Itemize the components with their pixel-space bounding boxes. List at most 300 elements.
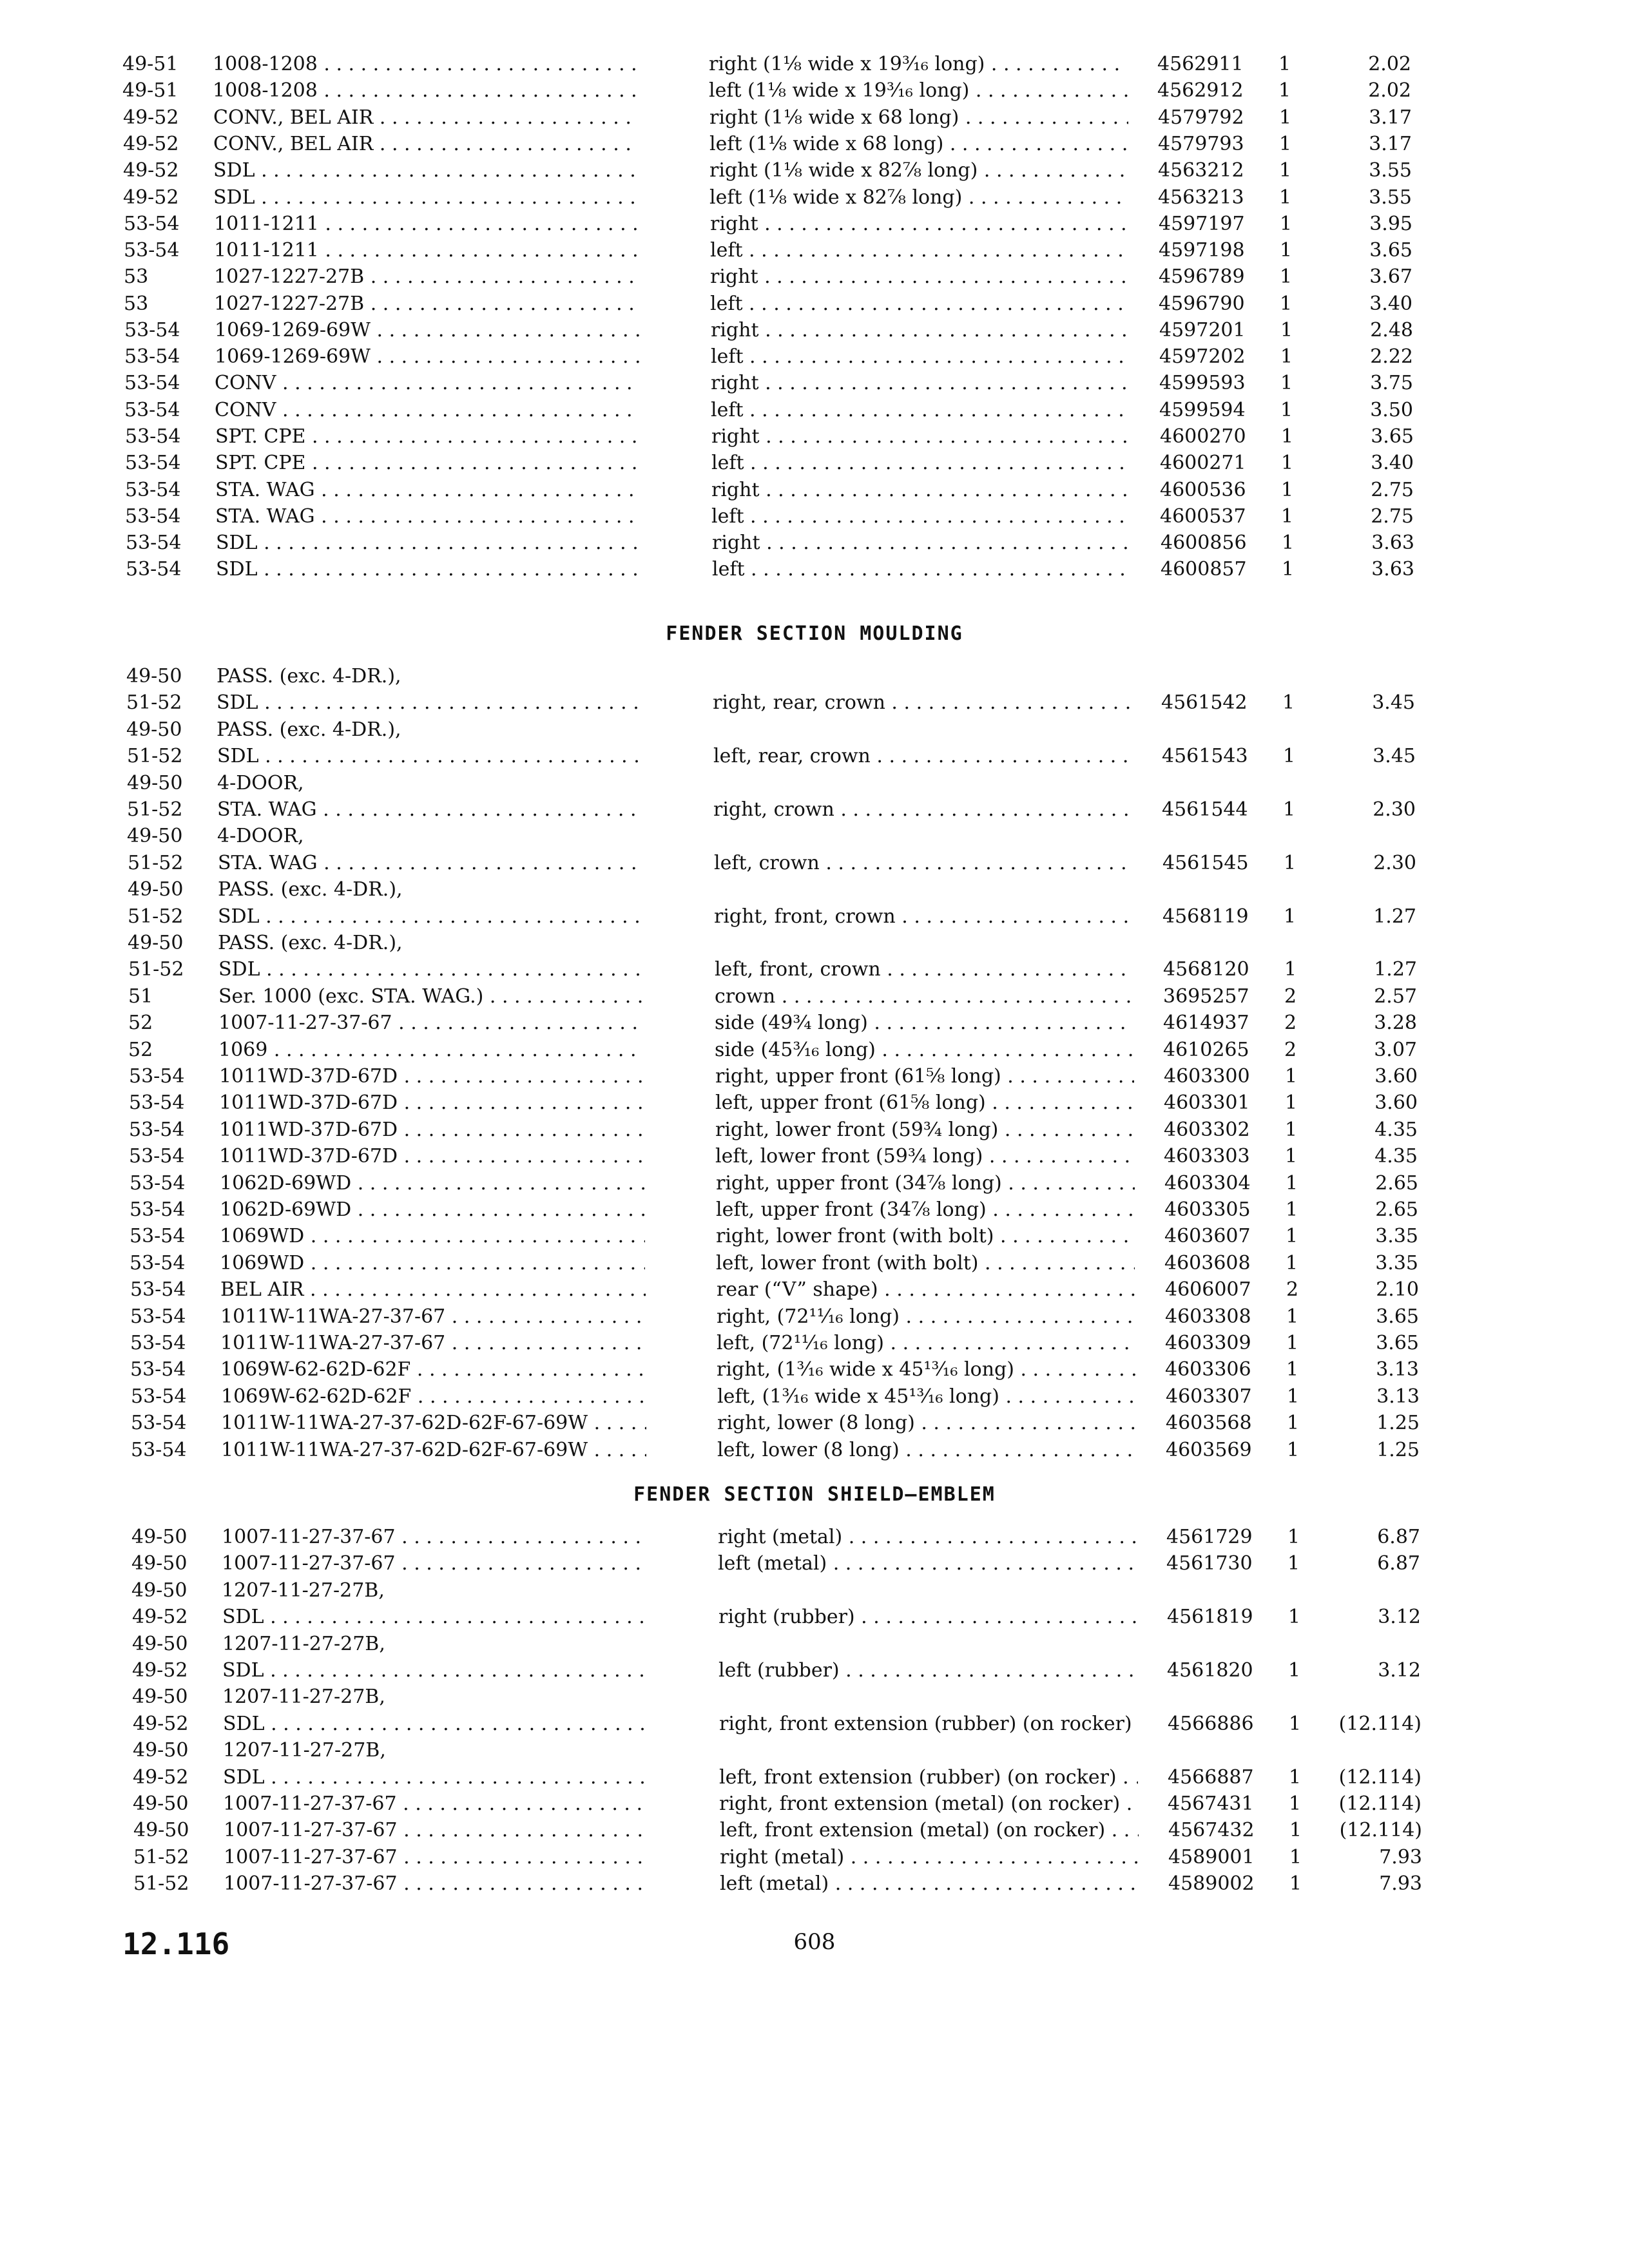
list-price: 6.87 (1377, 1526, 1420, 1548)
part-description: left . . . (711, 398, 1130, 423)
model-series: SDL . . . (223, 1711, 648, 1737)
quantity: 1 (1280, 239, 1293, 262)
list-price: 6.87 (1377, 1552, 1420, 1575)
list-price: 1.27 (1373, 905, 1416, 928)
list-price: 7.93 (1379, 1872, 1422, 1895)
part-description: right . . . (711, 477, 1130, 503)
part-number: 4589001 (1168, 1846, 1255, 1869)
model-year: 49-50 (127, 772, 183, 794)
parts-row (0, 1117, 1629, 1143)
model-year: 51-52 (133, 1872, 189, 1895)
model-series: 1011-1211 . . . (214, 211, 639, 237)
model-series: 1027-1227-27B . . . (214, 264, 639, 290)
list-price: 3.40 (1371, 452, 1414, 474)
parts-row (0, 957, 1629, 983)
quantity: 1 (1286, 1252, 1298, 1274)
model-year: 51-52 (128, 958, 184, 981)
part-description: right (metal) . . . (718, 1524, 1137, 1550)
quantity: 1 (1283, 745, 1296, 767)
parts-row (0, 264, 1629, 290)
list-price: 4.35 (1374, 1145, 1418, 1168)
parts-row (0, 1871, 1629, 1897)
quantity: 1 (1279, 106, 1292, 129)
list-price: 3.35 (1375, 1225, 1418, 1247)
model-year: 53-54 (125, 425, 181, 448)
model-series: 1007-11-27-37-67 . . . (224, 1818, 649, 1843)
list-price: 3.50 (1370, 399, 1413, 421)
part-description: right, upper front (34⅞ long) . . . (716, 1171, 1135, 1196)
part-description: left . . . (712, 557, 1131, 582)
parts-row (0, 1524, 1629, 1550)
part-number: 4600857 (1161, 558, 1247, 581)
part-description: left, upper front (34⅞ long) . . . (716, 1197, 1135, 1223)
model-year: 49-52 (123, 106, 179, 129)
parts-row (0, 823, 1629, 849)
model-series: 1011W-11WA-27-37-67 . . . (220, 1331, 646, 1356)
parts-row (0, 211, 1629, 237)
model-series: SDL . . . (222, 1604, 648, 1630)
part-description: left (metal) . . . (718, 1551, 1137, 1577)
part-description: left, front extension (rubber) (on rocker) . . . (719, 1765, 1138, 1791)
model-series: SDL . . . (217, 690, 642, 716)
model-year: 53 (124, 265, 149, 288)
model-series: 1207-11-27-27B, (222, 1633, 385, 1655)
list-price: 3.63 (1371, 558, 1414, 581)
list-price: 3.55 (1369, 186, 1412, 209)
model-year: 49-50 (128, 878, 184, 901)
model-series: 1062D-69WD . . . (220, 1197, 645, 1223)
parts-row (0, 238, 1629, 264)
model-series: 1069W-62-62D-62F . . . (221, 1384, 646, 1410)
quantity: 1 (1279, 133, 1292, 155)
model-year: 49-52 (133, 1713, 189, 1735)
part-number: 4600856 (1161, 532, 1247, 554)
model-year: 53-54 (129, 1091, 185, 1114)
part-number: 4603304 (1164, 1172, 1251, 1195)
parts-row (0, 1437, 1629, 1463)
quantity: 1 (1278, 79, 1291, 102)
parts-row (0, 1738, 1629, 1763)
model-series: 1027-1227-27B . . . (214, 291, 639, 317)
part-number: 4603308 (1165, 1305, 1251, 1328)
model-year: 53-54 (126, 532, 182, 554)
part-description: left . . . (710, 238, 1129, 264)
part-number: 4596790 (1159, 293, 1245, 315)
model-year: 53-54 (129, 1065, 185, 1088)
model-year: 52 (128, 1039, 153, 1061)
part-number: 4603305 (1164, 1198, 1251, 1221)
model-series: 1069WD . . . (220, 1251, 645, 1276)
model-year: 53-54 (130, 1332, 186, 1354)
part-description: right, front, crown . . . (714, 904, 1133, 930)
quantity: 1 (1280, 265, 1293, 288)
model-series: 1069W-62-62D-62F . . . (220, 1357, 646, 1383)
part-number: 4563213 (1158, 186, 1244, 209)
part-description: rear (“V” shape) . . . (717, 1277, 1135, 1303)
part-description: right, upper front (61⅝ long) . . . (715, 1064, 1134, 1090)
model-series: PASS. (exc. 4-DR.), (217, 718, 401, 741)
part-description: right . . . (711, 370, 1130, 396)
part-number: 4610265 (1163, 1039, 1249, 1061)
model-year: 53-54 (131, 1439, 187, 1461)
model-year: 49-50 (127, 825, 183, 847)
model-year: 53-54 (125, 479, 181, 501)
model-series: 1008-1208 . . . (213, 52, 638, 77)
part-description: left, (1³⁄₁₆ wide x 45¹³⁄₁₆ long) . . . (717, 1384, 1136, 1410)
parts-row (0, 1064, 1629, 1090)
part-number: 4563212 (1158, 159, 1244, 182)
list-price: 2.75 (1371, 505, 1414, 528)
list-price: 3.75 (1370, 372, 1413, 394)
parts-row (0, 744, 1629, 769)
quantity: 1 (1289, 1846, 1302, 1869)
quantity: 2 (1286, 1278, 1299, 1301)
model-year: 53-54 (125, 452, 181, 474)
part-description: right, (1³⁄₁₆ wide x 45¹³⁄₁₆ long) . . . (717, 1357, 1135, 1383)
part-number: 4603307 (1166, 1385, 1252, 1408)
quantity: 1 (1289, 1872, 1302, 1895)
part-description: left, lower (8 long) . . . (717, 1437, 1136, 1463)
model-series: 1207-11-27-27B, (223, 1739, 386, 1762)
part-number: 4603301 (1164, 1091, 1250, 1114)
model-series: SDL . . . (218, 904, 643, 930)
part-description: right . . . (711, 424, 1130, 450)
part-number: 4561542 (1161, 691, 1248, 714)
quantity: 1 (1287, 1526, 1300, 1548)
quantity: 1 (1280, 213, 1293, 235)
model-year: 53-54 (125, 505, 181, 528)
part-number: 4561730 (1166, 1552, 1253, 1575)
model-series: 1007-11-27-37-67 . . . (218, 1010, 644, 1036)
part-description: left . . . (711, 504, 1130, 530)
quantity: 1 (1284, 905, 1296, 928)
model-series: SDL . . . (216, 557, 641, 582)
quantity: 1 (1288, 1606, 1301, 1628)
part-number: 3695257 (1163, 985, 1249, 1008)
quantity: 1 (1285, 1145, 1298, 1168)
part-number: 4603608 (1164, 1252, 1251, 1274)
part-number: 4600270 (1160, 425, 1246, 448)
list-price: 3.12 (1378, 1606, 1421, 1628)
parts-row (0, 1357, 1629, 1383)
part-number: 4597201 (1159, 319, 1246, 341)
model-series: 1062D-69WD . . . (220, 1171, 645, 1196)
model-year: 53 (124, 293, 149, 315)
list-price: 3.60 (1374, 1091, 1418, 1114)
quantity: 1 (1284, 852, 1296, 874)
parts-row (0, 1578, 1629, 1604)
quantity: 1 (1285, 1091, 1298, 1114)
quantity: 1 (1284, 958, 1297, 981)
list-price: 2.30 (1373, 798, 1416, 821)
model-series: 1011W-11WA-27-37-62D-62F-67-69W . . . (221, 1410, 646, 1436)
model-year: 51-52 (126, 691, 182, 714)
part-number: 4562911 (1157, 53, 1244, 75)
part-description: left, (72¹¹⁄₁₆ long) . . . (717, 1331, 1135, 1356)
part-description: right, (72¹¹⁄₁₆ long) . . . (717, 1304, 1135, 1330)
model-series: 1069-1269-69W . . . (215, 318, 640, 343)
model-year: 49-51 (122, 53, 178, 75)
section-number: 12.116 (122, 1927, 230, 1961)
model-series: CONV . . . (215, 398, 640, 423)
part-number: 4606007 (1165, 1278, 1251, 1301)
quantity: 1 (1281, 505, 1294, 528)
parts-row (0, 185, 1629, 211)
model-year: 51-52 (128, 852, 184, 874)
model-year: 49-50 (132, 1633, 188, 1655)
model-series: SDL . . . (223, 1765, 648, 1791)
parts-row (0, 530, 1629, 556)
quantity: 2 (1284, 1039, 1297, 1061)
model-year: 51-52 (133, 1846, 189, 1869)
part-description: right, front extension (rubber) (on rocker) . . . (719, 1711, 1138, 1737)
quantity: 1 (1289, 1766, 1302, 1789)
quantity: 1 (1287, 1552, 1300, 1575)
parts-row (0, 1658, 1629, 1684)
model-year: 53-54 (129, 1119, 185, 1141)
parts-row (0, 344, 1629, 370)
model-series: 1011W-11WA-27-37-62D-62F-67-69W . . . (221, 1437, 646, 1463)
quantity: 1 (1288, 1659, 1301, 1682)
part-description: crown . . . (715, 984, 1133, 1010)
list-price: 3.17 (1369, 133, 1412, 155)
list-price: 3.28 (1374, 1012, 1417, 1034)
quantity: 1 (1286, 1332, 1299, 1354)
model-series: 1011WD-37D-67D . . . (219, 1117, 644, 1143)
list-price: 3.45 (1372, 691, 1415, 714)
model-year: 53-54 (130, 1252, 186, 1274)
model-year: 49-50 (128, 932, 184, 954)
model-series: 1069WD . . . (220, 1224, 645, 1249)
model-series: PASS. (exc. 4-DR.), (218, 932, 403, 954)
parts-row (0, 1711, 1629, 1737)
quantity: 1 (1286, 1305, 1299, 1328)
part-number: 4614937 (1163, 1012, 1249, 1034)
model-series: 1007-11-27-37-67 . . . (224, 1871, 649, 1897)
part-description: right, crown . . . (713, 797, 1132, 823)
parts-row (0, 1845, 1629, 1870)
list-price: 3.45 (1373, 745, 1416, 767)
list-price: 2.57 (1374, 985, 1417, 1008)
model-series: 1011WD-37D-67D . . . (219, 1064, 644, 1090)
model-year: 53-54 (131, 1385, 187, 1408)
parts-row (0, 717, 1629, 743)
part-description: left, front extension (metal) (on rocker) . . . (720, 1818, 1139, 1843)
quantity: 2 (1284, 985, 1297, 1008)
parts-row (0, 1277, 1629, 1303)
model-year: 49-52 (123, 159, 179, 182)
quantity: 1 (1280, 345, 1293, 368)
model-series: PASS. (exc. 4-DR.), (218, 878, 403, 901)
parts-row (0, 1197, 1629, 1223)
page-number: 608 (793, 1929, 836, 1955)
parts-row (0, 1144, 1629, 1169)
parts-row (0, 1037, 1629, 1063)
model-year: 53-54 (130, 1172, 186, 1195)
list-price: 3.65 (1376, 1305, 1419, 1328)
parts-row (0, 52, 1629, 77)
quantity: 1 (1287, 1385, 1300, 1408)
quantity: 2 (1284, 1012, 1297, 1034)
part-number: 4562912 (1157, 79, 1244, 102)
part-number: 4596789 (1159, 265, 1245, 288)
part-description: right, lower front (59¾ long) . . . (715, 1117, 1134, 1143)
parts-row (0, 1791, 1629, 1817)
part-number: 4597202 (1159, 345, 1246, 368)
part-number: 4600271 (1160, 452, 1246, 474)
parts-row (0, 158, 1629, 184)
part-description: left, front, crown . . . (715, 957, 1133, 983)
model-series: STA. WAG . . . (217, 797, 642, 823)
quantity: 1 (1286, 1358, 1299, 1381)
model-year: 53-54 (130, 1278, 186, 1301)
quantity: 1 (1289, 1819, 1302, 1841)
quantity: 1 (1287, 1412, 1300, 1434)
list-price: (12.114) (1338, 1792, 1422, 1815)
part-number: 4600536 (1160, 479, 1246, 501)
part-number: 4561545 (1162, 852, 1249, 874)
part-number: 4579792 (1158, 106, 1244, 129)
model-year: 49-50 (126, 665, 182, 687)
model-year: 49-52 (132, 1606, 188, 1628)
list-price: 2.48 (1370, 319, 1413, 341)
model-year: 49-50 (131, 1552, 188, 1575)
model-series: 1069 . . . (218, 1037, 644, 1063)
parts-row (0, 904, 1629, 930)
part-number: 4561820 (1167, 1659, 1253, 1682)
model-series: 1011WD-37D-67D . . . (219, 1144, 644, 1169)
parts-row (0, 398, 1629, 423)
model-series: SDL . . . (222, 1658, 648, 1684)
part-number: 4567432 (1168, 1819, 1255, 1841)
model-series: 1007-11-27-37-67 . . . (223, 1791, 648, 1817)
parts-row (0, 1224, 1629, 1249)
part-description: left (metal) . . . (720, 1871, 1139, 1897)
model-year: 49-52 (123, 186, 179, 209)
list-price: 2.75 (1371, 479, 1414, 501)
part-description: left, upper front (61⅝ long) . . . (715, 1090, 1134, 1116)
model-series: 1007-11-27-37-67 . . . (222, 1524, 647, 1550)
quantity: 1 (1286, 1172, 1298, 1195)
part-number: 4568120 (1163, 958, 1249, 981)
part-number: 4599594 (1159, 399, 1246, 421)
quantity: 1 (1281, 425, 1294, 448)
model-year: 49-50 (126, 718, 182, 741)
list-price: 3.13 (1376, 1358, 1419, 1381)
parts-row (0, 450, 1629, 476)
parts-row (0, 690, 1629, 716)
parts-row (0, 318, 1629, 343)
model-series: SPT. CPE . . . (215, 424, 641, 450)
model-series: CONV., BEL AIR . . . (213, 105, 639, 131)
list-price: 2.22 (1370, 345, 1413, 368)
list-price: 2.02 (1368, 53, 1411, 75)
part-description: right (1⅛ wide x 19³⁄₁₆ long) . . . (709, 52, 1128, 77)
part-number: 4603607 (1164, 1225, 1251, 1247)
list-price: 1.25 (1376, 1439, 1420, 1461)
part-description: right . . . (710, 211, 1129, 237)
parts-row (0, 1171, 1629, 1196)
model-year: 52 (128, 1012, 153, 1034)
model-series: 1011W-11WA-27-37-67 . . . (220, 1304, 646, 1330)
model-series: 1207-11-27-27B, (222, 1579, 385, 1602)
list-price: 3.07 (1374, 1039, 1417, 1061)
model-series: 1011-1211 . . . (214, 238, 639, 264)
parts-row (0, 1604, 1629, 1630)
parts-row (0, 1631, 1629, 1657)
model-series: STA. WAG . . . (215, 477, 641, 503)
parts-row (0, 370, 1629, 396)
part-number: 4603569 (1166, 1439, 1252, 1461)
part-number: 4597198 (1159, 239, 1245, 262)
part-description: left, crown . . . (714, 850, 1133, 876)
model-series: 1008-1208 . . . (213, 78, 638, 104)
model-series: 1007-11-27-37-67 . . . (222, 1551, 647, 1577)
parts-row (0, 1010, 1629, 1036)
part-description: left . . . (711, 450, 1130, 476)
parts-row (0, 1551, 1629, 1577)
part-number: 4561543 (1162, 745, 1248, 767)
model-year: 51-52 (128, 905, 184, 928)
part-number: 4566886 (1168, 1713, 1254, 1735)
quantity: 1 (1280, 372, 1293, 394)
part-number: 4561729 (1166, 1526, 1253, 1548)
model-year: 53-54 (130, 1358, 186, 1381)
part-number: 4568119 (1162, 905, 1249, 928)
model-series: CONV . . . (215, 370, 640, 396)
parts-row (0, 1304, 1629, 1330)
list-price: 3.65 (1371, 425, 1414, 448)
list-price: 2.30 (1373, 852, 1416, 874)
part-number: 4600537 (1160, 505, 1246, 528)
model-series: 1207-11-27-27B, (222, 1686, 385, 1708)
quantity: 1 (1279, 186, 1292, 209)
part-description: right, lower front (with bolt) . . . (716, 1224, 1135, 1249)
list-price: 3.63 (1371, 532, 1414, 554)
model-year: 53-54 (124, 213, 180, 235)
parts-row (0, 1684, 1629, 1710)
model-year: 49-52 (132, 1659, 188, 1682)
part-number: 4603568 (1166, 1412, 1252, 1434)
list-price: (12.114) (1338, 1766, 1422, 1789)
model-year: 51-52 (127, 798, 183, 821)
list-price: 3.13 (1376, 1385, 1420, 1408)
model-year: 53-54 (130, 1305, 186, 1328)
part-number: 4603302 (1164, 1119, 1250, 1141)
list-price: (12.114) (1339, 1819, 1422, 1841)
section-heading: FENDER SECTION SHIELD—EMBLEM (633, 1483, 996, 1506)
model-year: 53-54 (124, 399, 180, 421)
part-number: 4589002 (1168, 1872, 1255, 1895)
quantity: 1 (1289, 1792, 1302, 1815)
part-description: right (1⅛ wide x 82⅞ long) . . . (709, 158, 1128, 184)
part-description: side (49¾ long) . . . (715, 1010, 1133, 1036)
parts-row (0, 984, 1629, 1010)
parts-row (0, 1090, 1629, 1116)
model-year: 53-54 (126, 558, 182, 581)
part-number: 4603303 (1164, 1145, 1250, 1168)
parts-row (0, 771, 1629, 796)
quantity: 1 (1289, 1713, 1302, 1735)
model-series: STA. WAG . . . (215, 504, 641, 530)
quantity: 1 (1282, 532, 1295, 554)
parts-row (0, 1384, 1629, 1410)
list-price: (12.114) (1338, 1713, 1422, 1735)
part-number: 4561819 (1167, 1606, 1253, 1628)
quantity: 1 (1283, 798, 1296, 821)
part-number: 4566887 (1168, 1766, 1254, 1789)
part-description: right (1⅛ wide x 68 long) . . . (709, 105, 1128, 131)
